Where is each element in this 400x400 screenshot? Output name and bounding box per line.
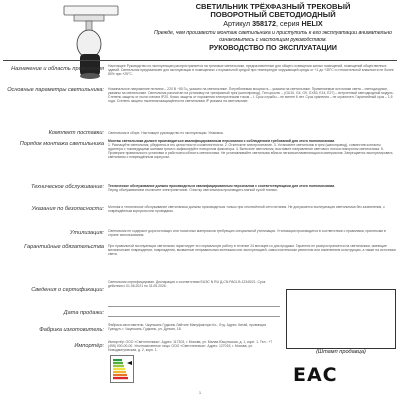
article-number: 358172 (252, 18, 277, 28)
install-warning: Монтаж светильника должен производиться квалифицированным персоналом с соблюдением требований для этого полномочиями. (108, 139, 336, 143)
maker-label: Фабрика изготовитель: (39, 327, 104, 333)
maintenance-block (108, 184, 396, 196)
seller-stamp-caption: (Штамп продавца) (316, 349, 366, 355)
article-label: Артикул (223, 18, 251, 28)
warranty-text: При правильной эксплуатации светильник гарантирует его нормальную работу в течение 24 месяцев со дня продажи. Гарантия не распространяется на светильники, имеющие механические повреждения, повреждения, вызванные неправильным монтажом или эксплуатацией, самостоятельным ремонтом или изменением конструкции, а также на источники света. (108, 244, 396, 257)
params-label: Основные параметры светильника: (7, 87, 104, 93)
install-text: 1. Распакуйте светильник, убедитесь в его целостности и комплектности. 2. Отключите электропитание. 3. Установите светильник в трек (шинопровод), совместив контакты адаптера с токоведущими шинами трека и зафиксируйте поворотом фиксатора. 4. Включите светильник, выставьте направление светового потока поворотом светильника. 5. Проверьте правильность установки и работоспособность светильника. Не устанавливайте светильник вблизи легковоспламеняющихся материалов. Запрещается эксплуатировать светильник с повреждённым корпусом. (108, 143, 393, 160)
sale-date-lines (108, 297, 280, 317)
manual-title: РУКОВОДСТВО ПО ЭКСПЛУАТАЦИИ (209, 43, 337, 53)
install-label: Порядок монтажа светильника (19, 141, 104, 147)
disposal-text: Светильник не содержит дорогостоящих или токсичных материалов требующих специальной утилизации. Утилизация производится в соответствии с правилами, принятыми в стране использования. (108, 229, 386, 238)
maintenance-text: Перед обслуживанием отключите электропитание. Очистку светильника производить мягкой сухой тканью. (108, 188, 278, 193)
importer-text: Импортёр: ООО «Светотехника». Адрес: 117303, г. Москва, ул. Малая Юшуньская, д. 1, корп. 1. Тел.: +7 (495) 000-00-00. Уполномоченное лицо: ООО «Светотехника». Адрес: 127015, г. Москва, ул. Новодмитровская, д. 2, корп. 1. (108, 340, 273, 353)
maker-text: Фабрика-изготовитель: Чжуншань Гуджэнь Лайтинг Мануфактори Ко., Лтд. Адрес: Китай, провинция Гуандун, г. Чжуншань, Гуджэнь, ул. Дунсин, 18. (108, 323, 267, 332)
page-number: 1 (198, 390, 202, 395)
blank-line (108, 297, 280, 307)
cert-label: Сведения о сертификации: (31, 287, 104, 293)
safety-label: Указания по безопасности: (31, 206, 104, 212)
series-label: , серия (276, 18, 300, 28)
header (148, 3, 398, 52)
eac-mark: ЕАС (293, 364, 338, 386)
params-text: Номинальное напряжение питания – 220 В ~50 Гц, указано на светильнике. Потребляемая мощность – указана на светильнике. Применяемые источники света – светодиодные, указаны на светильнике. Светильник рассчитан на установку на трехфазный трек (шинопровод). Тип цоколя: – (GU10, G4, G9, GX53, E14, E27) – встроенный светодиодный модуль. Степень защиты от пыли и влаги IP20. Класс защиты от поражения электрическим током – I. Срок службы – не менее 6 лет. Срок хранения – не ограничен. Гарантийный срок – 1,5 года. Степень защиты пылевлагозащищённости светильника IP указана на светильнике. (108, 87, 394, 104)
disposal-label: Утилизация: (69, 230, 104, 236)
intro-text: Прежде, чем произвести монтаж светильника и приступить к его эксплуатации внимательно ознакомьтесь с настоящим руководством. (154, 30, 392, 43)
kit-label: Комплект поставки: (48, 130, 104, 136)
title-line-1: СВЕТИЛЬНИК ТРЁХФАЗНЫЙ ТРЕКОВЫЙ (195, 2, 351, 11)
header-divider (3, 60, 397, 61)
purpose-text: Настоящее Руководство по эксплуатации распространяется на трековые светильники, предназначенные для общего освещения жилых помещений, помещений общественных зданий. Светильник предназначен для эксплуатации в помещениях с нормальной средой при температуре окружающей среды от +1 до +35°С и относительной влажности не более 80% при +25°С. (108, 64, 394, 77)
title-line-2: ПОВОРОТНЫЙ СВЕТОДИОДНЫЙ (210, 10, 336, 20)
article-line (148, 20, 398, 28)
cert-text: Светильник сертифицирован. Декларация о соответствии ЕАЭС N RU Д-CN.PA01.B.12345/21. Срок действия с 01.06.2021 по 31.05.2026. (108, 280, 266, 289)
purpose-label: Назначение и область применения (11, 66, 104, 72)
blank-line (108, 307, 280, 317)
seller-stamp-box (286, 289, 396, 349)
sale-date-label: Дата продажи: (63, 310, 104, 316)
energy-label-icon (110, 355, 134, 383)
series-name: HELIX (301, 18, 323, 28)
importer-label: Импортёр: (74, 343, 104, 349)
kit-text: Светильник в сборе. Настоящее руководство по эксплуатации. Упаковка. (108, 131, 224, 135)
install-block (108, 139, 396, 180)
safety-text: Монтаж и техническое обслуживание светильника должны производиться только при отключённой сети питания. Не допускается эксплуатация светильника без заземления, с повреждённым корпусом или проводами. (108, 205, 385, 214)
maintenance-warning: Техническое обслуживание должно производиться квалифицированным персоналом с соответствующими для этого полномочиями. (108, 184, 336, 188)
maintenance-label: Техническое обслуживание: (31, 184, 104, 190)
warranty-label: Гарантийные обязательства (24, 244, 104, 250)
